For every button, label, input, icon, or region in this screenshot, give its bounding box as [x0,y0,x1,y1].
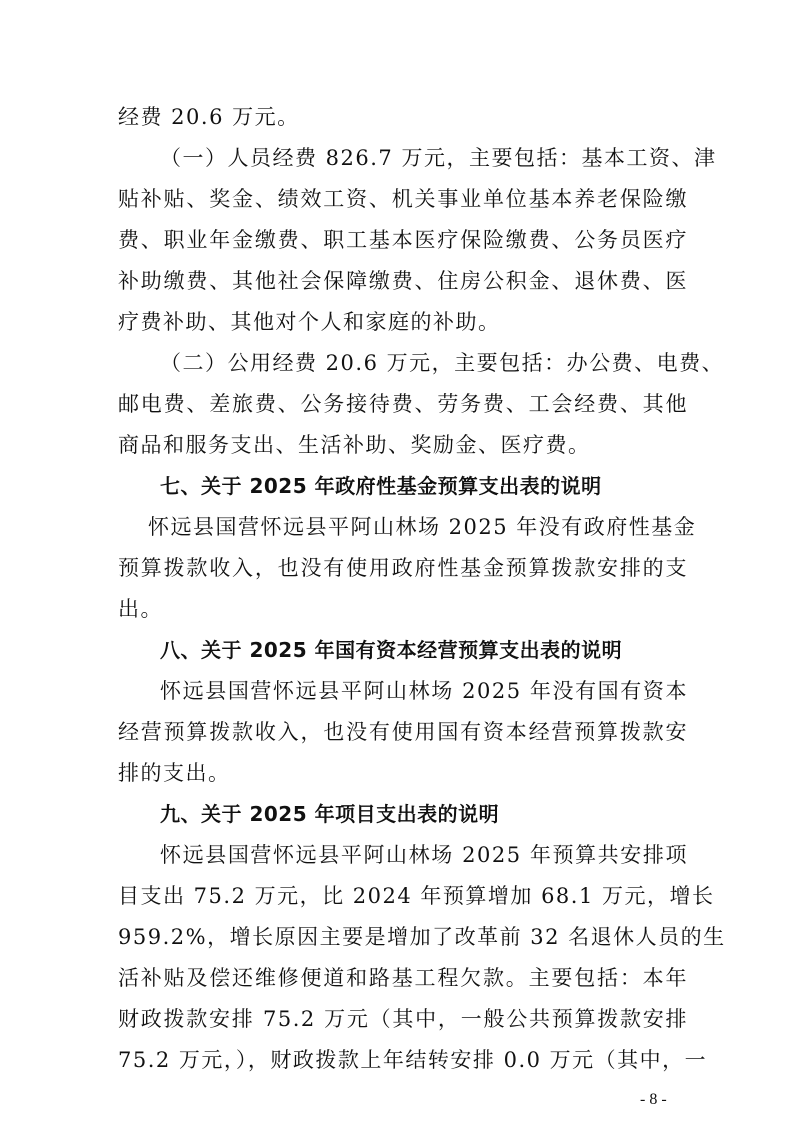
text-line: 补助缴费、其他社会保障缴费、住房公积金、退休费、医 [118,269,688,293]
text-line: 疗费补助、其他对个人和家庭的补助。 [118,310,501,334]
text-line: 怀远县国营怀远县平阿山林场 2025 年预算共安排项 [160,843,688,867]
text-line: （二）公用经费 20.6 万元，主要包括：办公费、电费、 [160,351,725,375]
page-number: - 8 - [640,1091,667,1108]
text-line: 959.2%，增长原因主要是增加了改革前 32 名退休人员的生 [118,925,726,949]
text-line: 商品和服务支出、生活补助、奖励金、医疗费。 [118,433,591,457]
text-line: 经营预算拨款收入，也没有使用国有资本经营预算拨款安 [118,720,688,744]
text-line: 费、职业年金缴费、职工基本医疗保险缴费、公务员医疗 [118,228,688,252]
text-line: 邮电费、差旅费、公务接待费、劳务费、工会经费、其他 [118,392,688,416]
section-heading-7: 七、关于 2025 年政府性基金预算支出表的说明 [160,474,602,498]
text-line: 出。 [118,597,163,621]
text-line: 经费 20.6 万元。 [118,105,300,129]
text-line: 怀远县国营怀远县平阿山林场 2025 年没有政府性基金 [148,515,697,539]
text-line: 目支出 75.2 万元，比 2024 年预算增加 68.1 万元，增长 [118,884,715,908]
text-line: 贴补贴、奖金、绩效工资、机关事业单位基本养老保险缴 [118,187,688,211]
text-line: （一）人员经费 826.7 万元，主要包括：基本工资、津 [160,146,717,170]
text-line: 怀远县国营怀远县平阿山林场 2025 年没有国有资本 [160,679,688,703]
section-heading-8: 八、关于 2025 年国有资本经营预算支出表的说明 [160,638,623,662]
text-line: 财政拨款安排 75.2 万元（其中，一般公共预算拨款安排 [118,1007,688,1031]
section-heading-9: 九、关于 2025 年项目支出表的说明 [160,802,500,826]
text-line: 75.2 万元，），财政拨款上年结转安排 0.0 万元（其中，一 [118,1048,708,1072]
text-line: 预算拨款收入，也没有使用政府性基金预算拨款安排的支 [118,556,688,580]
text-line: 活补贴及偿还维修便道和路基工程欠款。主要包括：本年 [118,966,688,990]
text-line: 排的支出。 [118,761,231,785]
